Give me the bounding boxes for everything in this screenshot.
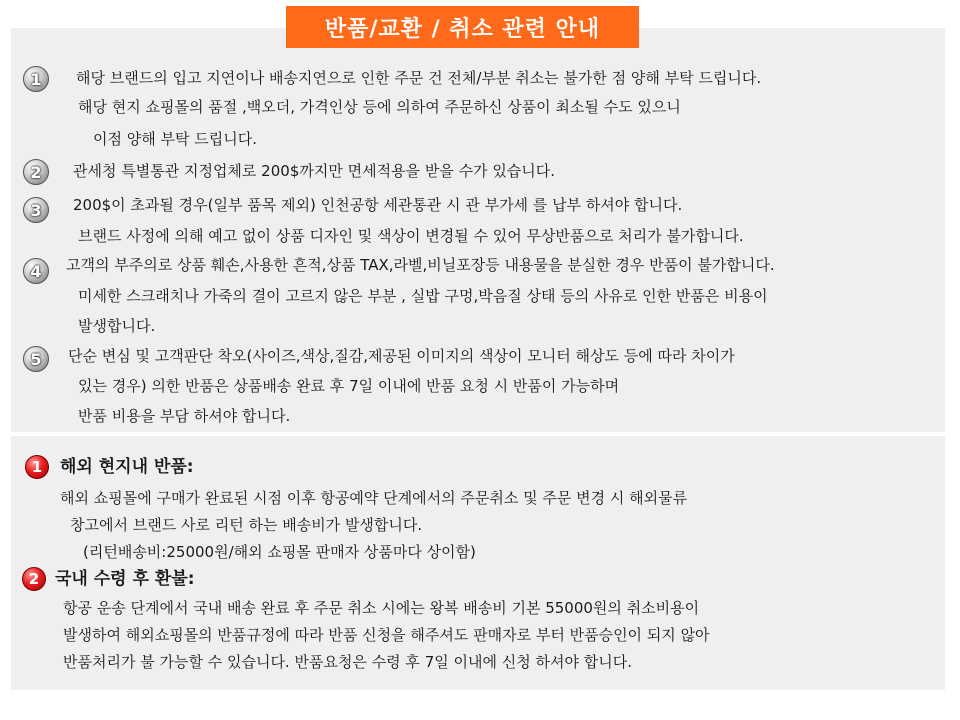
overseas-return-heading: 해외 현지내 반품:: [60, 457, 194, 477]
overseas-return-line-3: (리턴배송비:25000원/해외 쇼핑몰 판매자 상품마다 상이함): [83, 543, 476, 561]
notice-5-line-3: 반품 비용을 부담 하셔야 합니다.: [78, 407, 291, 425]
red-number-1-icon: 1: [25, 455, 49, 479]
notice-5-line-1: 단순 변심 및 고객판단 착오(사이즈,색상,질감,제공된 이미지의 색상이 모니터 해상도 등에 따라 차이가: [68, 347, 735, 365]
domestic-refund-line-3: 반품처리가 불 가능할 수 있습니다. 반품요청은 수령 후 7일 이내에 신청 하셔야 합니다.: [63, 653, 632, 671]
notice-2-line-1: 관세청 특별통관 지정업체로 200$까지만 면세적용을 받을 수가 있습니다.: [73, 162, 556, 180]
number-3-icon: 3: [23, 197, 49, 223]
notice-1-line-1: 해당 브랜드의 입고 지연이나 배송지연으로 인한 주문 건 전체/부분 취소는 불가한 점 양해 부탁 드립니다.: [76, 69, 762, 87]
domestic-refund-heading: 국내 수령 후 환불:: [55, 569, 195, 589]
page-title: 반품/교환 / 취소 관련 안내: [286, 6, 639, 48]
overseas-return-line-1: 해외 쇼핑몰에 구매가 완료된 시점 이후 항공예약 단계에서의 주문취소 및 주문 변경 시 해외물류: [60, 489, 688, 507]
notice-1-line-3: 이점 양해 부탁 드립니다.: [93, 130, 257, 148]
domestic-refund-line-1: 항공 운송 단계에서 국내 배송 완료 후 주문 취소 시에는 왕복 배송비 기본 55000원의 취소비용이: [63, 599, 700, 617]
notice-4-line-2: 미세한 스크래치나 가죽의 결이 고르지 않은 부분 , 실밥 구멍,박음질 상태 등의 사유로 인한 반품은 비용이: [78, 287, 768, 305]
red-number-2-icon: 2: [22, 567, 46, 591]
notice-1-line-2: 해당 현지 쇼핑몰의 품절 ,백오더, 가격인상 등에 의하여 주문하신 상품이 최소될 수도 있으니: [78, 98, 681, 116]
notice-3-line-2: 브랜드 사정에 의해 예고 없이 상품 디자인 및 색상이 변경될 수 있어 무상반품으로 처리가 불가합니다.: [78, 227, 744, 245]
number-1-icon: 1: [23, 66, 49, 92]
number-5-icon: 5: [23, 346, 49, 372]
number-2-icon: 2: [23, 159, 49, 185]
number-4-icon: 4: [23, 258, 49, 284]
domestic-refund-line-2: 발생하여 해외쇼핑몰의 반품규정에 따라 반품 신청을 해주셔도 판매자로 부터 반품승인이 되지 않아: [63, 626, 710, 644]
notice-4-line-3: 발생합니다.: [78, 317, 156, 335]
overseas-return-line-2: 창고에서 브랜드 사로 리턴 하는 배송비가 발생합니다.: [70, 516, 423, 534]
notice-5-line-2: 있는 경우) 의한 반품은 상품배송 완료 후 7일 이내에 반품 요청 시 반품이 가능하며: [78, 377, 620, 395]
notice-4-line-1: 고객의 부주의로 상품 훼손,사용한 흔적,상품 TAX,라벨,비닐포장등 내용물을 분실한 경우 반품이 불가합니다.: [66, 256, 775, 274]
notice-3-line-1: 200$이 초과될 경우(일부 품목 제외) 인천공항 세관통관 시 관 부가세 를 납부 하셔야 합니다.: [73, 196, 683, 214]
